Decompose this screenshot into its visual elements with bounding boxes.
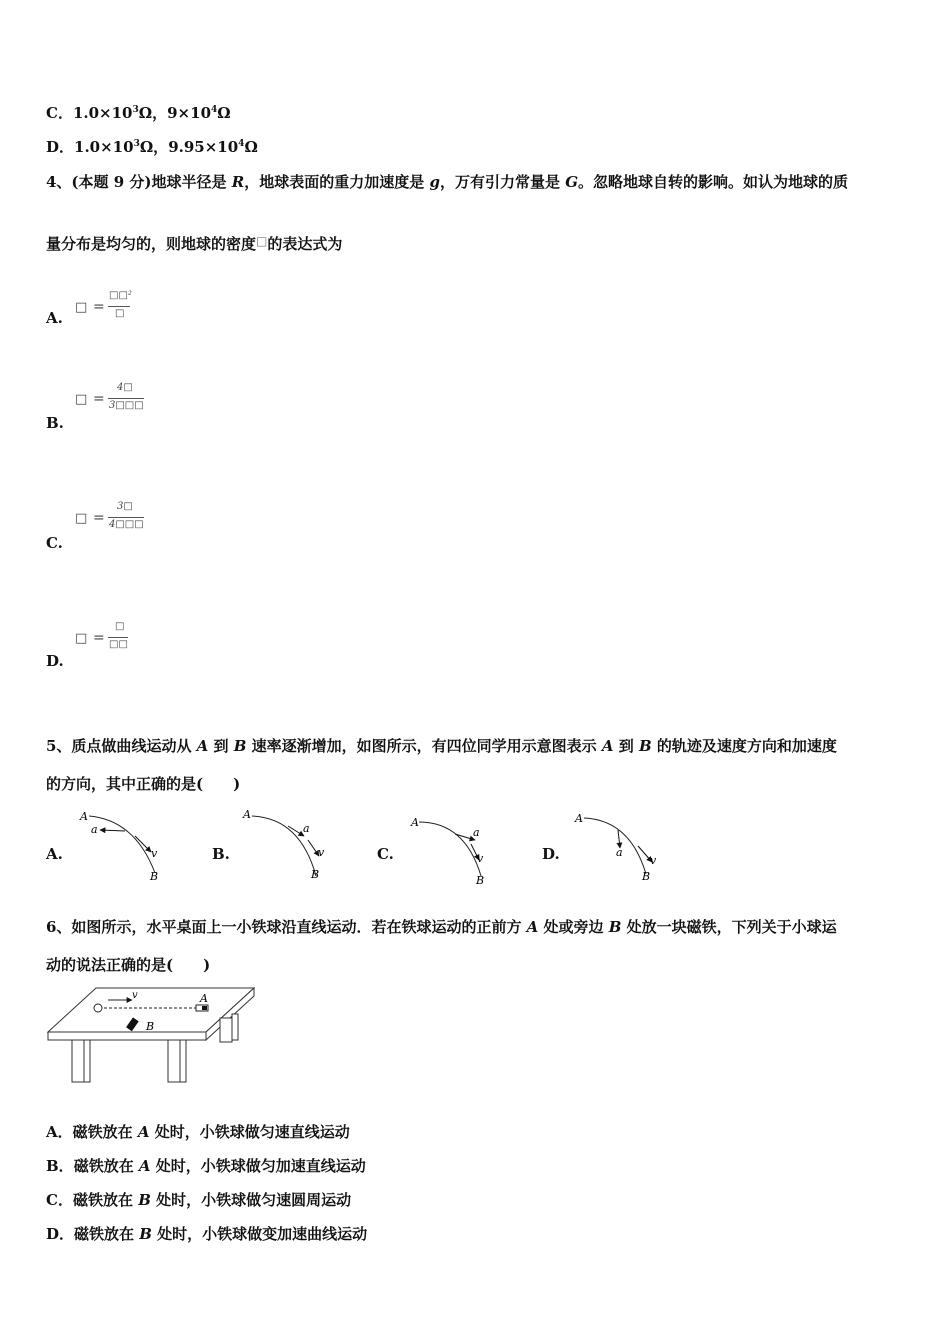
- magnet-a-pole: [202, 1006, 207, 1010]
- iron-ball: [94, 1004, 102, 1012]
- acceleration-arrow: [100, 830, 125, 831]
- q3-option-d: D．$1.0\times 10^3\Omega$，$9.95\times 10^4\Omega$: [46, 138, 258, 156]
- acc-label: a: [616, 846, 623, 859]
- q5-fig-b-label: B.: [212, 845, 230, 863]
- point-a-label: A: [80, 810, 88, 823]
- point-a-label: A: [575, 812, 583, 825]
- point-a-label: A: [243, 808, 251, 821]
- point-b-label: B: [642, 870, 651, 883]
- trajectory-curve: [89, 816, 155, 873]
- q6-option-a: A．磁铁放在 A 处时，小铁球做匀速直线运动: [46, 1123, 350, 1141]
- acc-label: a: [91, 823, 98, 836]
- vel-label: v: [318, 846, 325, 859]
- point-a-label: A: [411, 816, 419, 829]
- acceleration-arrow: [455, 834, 475, 840]
- table-leg-front-left: [72, 1040, 84, 1082]
- table-leg-back-right: [220, 1018, 232, 1042]
- q4-option-c-label: C.: [46, 534, 63, 552]
- q5-fig-c-label: C.: [377, 845, 394, 863]
- vel-label: v: [151, 847, 158, 860]
- vel-label: v: [650, 854, 657, 867]
- acc-label: a: [303, 822, 310, 835]
- table-leg-front-right-side: [180, 1040, 186, 1082]
- q4-stem-line2: 量分布是均匀的，则地球的密度□的表达式为: [46, 234, 343, 253]
- vel-label: v: [477, 852, 484, 865]
- point-a-label: A: [200, 992, 208, 1005]
- trajectory-curve: [419, 822, 481, 876]
- q4-stem-line1: 4、(本题 9 分)地球半径是 R，地球表面的重力加速度是 g，万有引力常量是 G。忽略地球自转的影响。如认为地球的质: [46, 173, 849, 191]
- q5-fig-a-label: A.: [46, 845, 63, 863]
- q5-figure-d: [570, 808, 670, 888]
- q4-option-a-label: A.: [46, 309, 63, 327]
- table-leg-back-right-side: [232, 1014, 238, 1040]
- q6-option-d: D．磁铁放在 B 处时，小铁球做变加速曲线运动: [46, 1225, 368, 1243]
- table-front-edge: [48, 1032, 206, 1040]
- q4-option-b-label: B.: [46, 414, 64, 432]
- point-b-label: B: [476, 874, 485, 887]
- table-leg-front-left-side: [84, 1040, 90, 1082]
- q5-stem-line2: 的方向，其中正确的是( ): [46, 775, 241, 793]
- q6-table-figure: [46, 984, 262, 1086]
- acc-label: a: [473, 826, 480, 839]
- point-b-label: B: [311, 868, 320, 881]
- v-label: v: [132, 990, 138, 1001]
- q3-option-c: C．$1.0\times 10^3\Omega$，$9\times 10^4\Omega$: [46, 104, 231, 122]
- q5-figure-b: [240, 806, 340, 886]
- q6-stem-line2: 动的说法正确的是( ): [46, 956, 211, 974]
- q5-figure-c: [405, 810, 505, 890]
- q5-figure-a: [75, 808, 175, 886]
- point-b-label: B: [146, 1020, 155, 1033]
- q6-option-c: C．磁铁放在 B 处时，小铁球做匀速圆周运动: [46, 1191, 352, 1209]
- q6-option-b: B．磁铁放在 A 处时，小铁球做匀加速直线运动: [46, 1157, 366, 1175]
- table-leg-front-right: [168, 1040, 180, 1082]
- point-b-label: B: [150, 870, 159, 883]
- q5-stem-line1: 5、质点做曲线运动从 A 到 B 速率逐渐增加，如图所示，有四位同学用示意图表示 A 到 B 的轨迹及速度方向和加速度: [46, 737, 837, 755]
- q4-option-d-label: D.: [46, 652, 64, 670]
- q6-stem-line1: 6、如图所示，水平桌面上一小铁球沿直线运动．若在铁球运动的正前方 A 处或旁边 B 处放一块磁铁，下列关于小球运: [46, 918, 837, 936]
- trajectory-curve: [584, 818, 646, 874]
- q5-fig-d-label: D.: [542, 845, 560, 863]
